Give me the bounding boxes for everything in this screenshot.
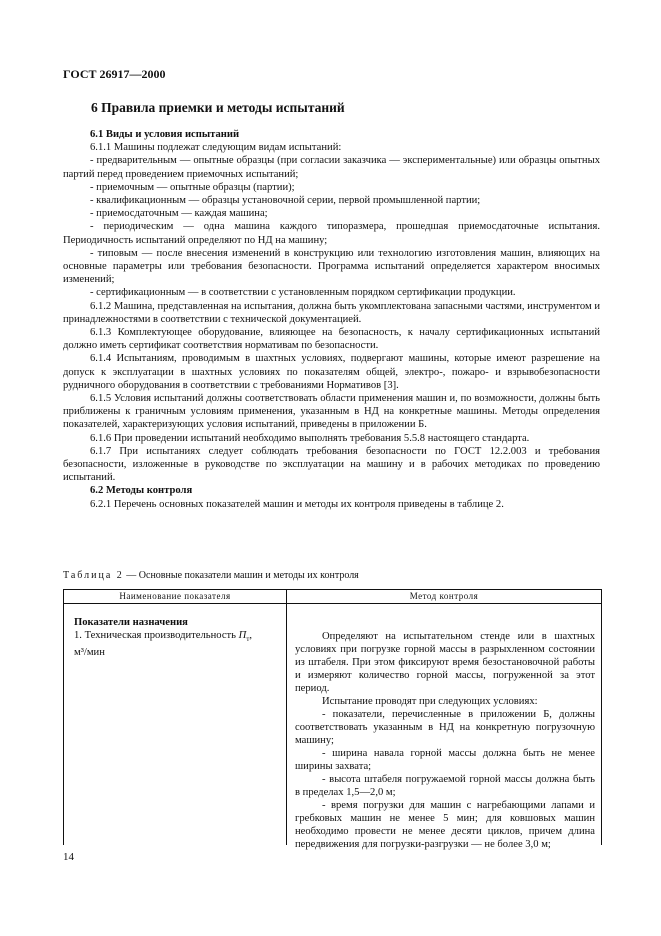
- paragraph: - приемочным — опытные образцы (партии);: [90, 181, 295, 193]
- indicator-row-1: [74, 629, 280, 659]
- method-paragraph: - время погрузки для машин с нагребающими лапами и гребковых машин не менее 5 мин; для ковшовых машин необходимо провести не менее десяти циклов, причем длина передвижения для погрузки-разгрузки — не более 3,0 м;: [295, 800, 595, 850]
- paragraph: - сертификационным — в соответствии с установленным порядком сертификации продукции.: [90, 287, 516, 299]
- group-title: Показатели назначения: [74, 617, 188, 628]
- table-column-divider: [286, 590, 287, 845]
- paragraph: 6.1.4 Испытаниям, проводимым в шахтных условиях, подвергают машины, которые имеют разрешение на допуск к эксплуатации в шахтных условиях по показателям общей, электро-, пожаро- и взрывобезопасности рудничного оборудования в соответствии с требованиями Нормативов [3].: [63, 353, 600, 391]
- method-paragraph: - ширина навала горной массы должна быть не менее ширины захвата;: [295, 748, 595, 772]
- subsection-heading: 6.2 Методы контроля: [90, 485, 193, 497]
- method-cell: [295, 630, 595, 851]
- paragraph: 6.1.1 Машины подлежат следующим видам испытаний:: [90, 142, 342, 154]
- paragraph: - предварительным — опытные образцы (при согласии заказчика — экспериментальные) или образцы опытных партий перед проведением приемочных испытаний;: [63, 155, 600, 180]
- table-caption: [63, 570, 359, 581]
- paragraph: 6.1.2 Машина, представленная на испытания, должна быть укомплектована запасными частями, инструментом и принадлежностями в соответствии с технической документацией.: [63, 300, 600, 325]
- indicators-table: [63, 589, 602, 850]
- paragraph: - квалификационным — образцы установочной серии, первой промышленной партии;: [90, 195, 481, 207]
- method-paragraph: - показатели, перечисленные в приложении Б, должны соответствовать указанным в НД на конкретную погрузочную машину;: [295, 709, 595, 746]
- indicator-comma: ,: [249, 630, 253, 641]
- table-header-method: Метод контроля: [409, 591, 479, 601]
- indicator-label: 1. Техническая производительность: [74, 630, 239, 641]
- method-paragraph: - высота штабеля погружаемой горной массы должна быть в пределах 1,5—2,0 м;: [295, 774, 595, 798]
- table-header-indicator: Наименование показателя: [119, 591, 231, 601]
- paragraph: 6.2.1 Перечень основных показателей машин и методы их контроля приведены в таблице 2.: [90, 498, 504, 510]
- paragraph: 6.1.7 При испытаниях следует соблюдать требования безопасности по ГОСТ 12.2.003 и требования безопасности, изложенные в руководстве по эксплуатации на машину и в рабочих методиках по проведению испытаний.: [63, 445, 600, 484]
- indicator-cell: [74, 616, 280, 659]
- body-text: [63, 128, 600, 511]
- page-number: 14: [63, 851, 74, 863]
- paragraph: 6.1.5 Условия испытаний должны соответствовать области применения машин и, по возможности, должны быть приближены к граничным условиям применения, указанным в НД на конкретные машины. Методы определения показателей, характеризующих условия испытаний, приведены в приложении Б.: [63, 393, 600, 431]
- table-header-divider: [64, 603, 601, 604]
- paragraph: - периодическим — одна машина каждого типоразмера, прошедшая приемосдаточные испытания. Периодичность испытаний определяют по НД на машину;: [63, 221, 600, 246]
- document-code: ГОСТ 26917—2000: [63, 67, 166, 81]
- paragraph: 6.1.6 При проведении испытаний необходимо выполнять требования 5.5.8 настоящего стандарта.: [90, 432, 530, 444]
- indicator-symbol: П: [238, 630, 247, 641]
- indicator-subscript: т: [246, 635, 250, 644]
- indicator-unit: м³/мин: [74, 647, 105, 659]
- paragraph: - приемосдаточным — каждая машина;: [90, 208, 268, 220]
- paragraph: - типовым — после внесения изменений в конструкцию или технологию изготовления машин, влияющих на основные параметры или требования безопасности. Программа испытаний определяется характером вносимых изменений;: [63, 247, 600, 286]
- section-title: 6 Правила приемки и методы испытаний: [91, 100, 345, 115]
- method-paragraph: Определяют на испытательном стенде или в шахтных условиях при погрузке горной массы в разрыхленном состоянии из штабеля. При этом фиксируют время безостановочной работы и измеряют количество горной массы, погруженной за этот период.: [295, 631, 595, 694]
- paragraph: 6.1.3 Комплектующее оборудование, влияющее на безопасность, к началу сертификационных испытаний должно иметь сертификат соответствия нормативам по безопасности.: [63, 327, 600, 352]
- table-caption-text: — Основные показатели машин и методы их контроля: [123, 570, 359, 581]
- method-paragraph: Испытание проводят при следующих условиях:: [322, 696, 538, 707]
- subsection-heading: 6.1 Виды и условия испытаний: [90, 129, 240, 140]
- table-caption-prefix: Таблица 2: [63, 570, 124, 581]
